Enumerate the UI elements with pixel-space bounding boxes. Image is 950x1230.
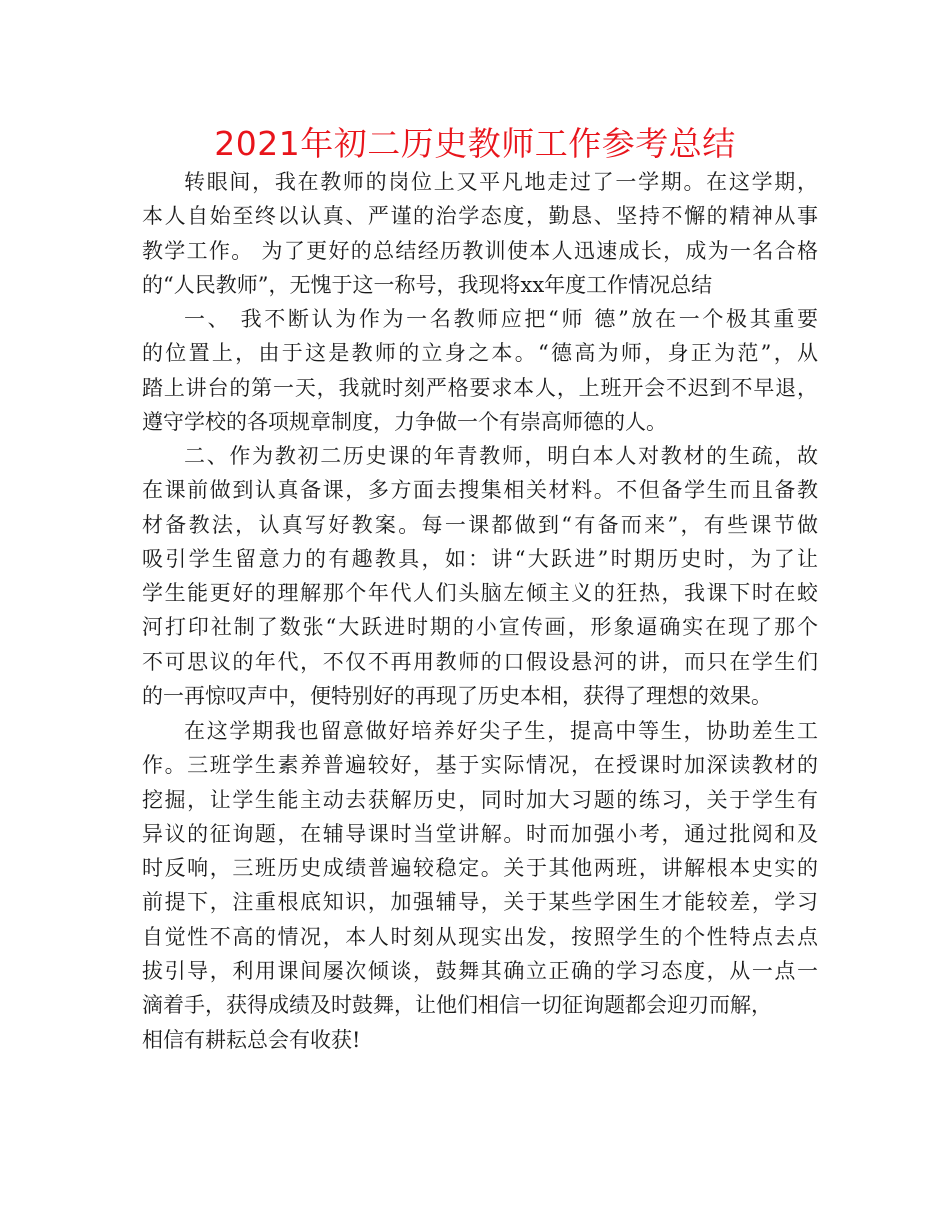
paragraph-line: 教学工作。 为了更好的总结经历教训使本人迅速成长，成为一名合格	[142, 238, 818, 263]
document-title: 2021年初二历史教师工作参考总结	[214, 124, 736, 163]
paragraph-line: 自觉性不高的情况，本人时刻从现实出发，按照学生的个性特点去点	[142, 924, 818, 949]
paragraph-line: 不可思议的年代，不仅不再用教师的口假设悬河的讲，而只在学生们	[142, 649, 818, 674]
paragraph-line: 一、 我不断认为作为一名教师应把“师 德”放在一个极其重要	[184, 307, 818, 331]
paragraph-line: 在这学期我也留意做好培养好尖子生，提高中等生，协助差生工	[184, 719, 818, 743]
paragraph-line: 滴着手，获得成绩及时鼓舞，让他们相信一切征询题都会迎刃而解，	[142, 993, 772, 1018]
paragraph-line: 转眼间，我在教师的岗位上又平凡地走过了一学期。在这学期，	[184, 170, 818, 194]
paragraph-line: 吸引学生留意力的有趣教具，如：讲“大跃进”时期历史时，为了让	[142, 546, 818, 571]
paragraph-line: 遵守学校的各项规章制度，力争做一个有崇高师德的人。	[142, 409, 667, 434]
paragraph-line: 的一再惊叹声中，便特别好的再现了历史本相，获得了理想的效果。	[142, 684, 772, 709]
paragraph-line: 在课前做到认真备课，多方面去搜集相关材料。不但备学生而且备教	[142, 478, 818, 503]
paragraph-line: 异议的征询题，在辅导课时当堂讲解。时而加强小考，通过批阅和及	[142, 821, 818, 846]
paragraph-line: 相信有耕耘总会有收获!	[142, 1027, 361, 1052]
paragraph-line: 拔引导，利用课间屡次倾谈，鼓舞其确立正确的学习态度，从一点一	[142, 959, 818, 984]
paragraph-line: 的位置上，由于这是教师的立身之本。“德高为师，身正为范”，从	[142, 341, 818, 366]
paragraph-line: 挖掘，让学生能主动去获解历史，同时加大习题的练习，关于学生有	[142, 787, 818, 812]
paragraph-line: 的“人民教师”，无愧于这一称号，我现将xx年度工作情况总结	[142, 272, 713, 297]
paragraph-line: 时反响，三班历史成绩普遍较稳定。关于其他两班，讲解根本史实的	[142, 856, 818, 881]
paragraph-line: 学生能更好的理解那个年代人们头脑左倾主义的狂热，我课下时在蛟	[142, 581, 818, 606]
paragraph-line: 踏上讲台的第一天，我就时刻严格要求本人，上班开会不迟到不早退，	[142, 375, 818, 400]
paragraph-line: 前提下，注重根底知识，加强辅导，关于某些学困生才能较差，学习	[142, 890, 818, 915]
paragraph-students	[142, 714, 818, 1057]
paragraph-line: 本人自始至终以认真、严谨的治学态度，勤恳、坚持不懈的精神从事	[142, 204, 818, 229]
paragraph-intro	[142, 165, 818, 302]
paragraph-section-one	[142, 302, 818, 439]
paragraph-line: 材备教法，认真写好教案。每一课都做到“有备而来”，有些课节做	[142, 512, 818, 537]
paragraph-line: 二、作为教初二历史课的年青教师，明白本人对教材的生疏，故	[184, 444, 818, 468]
paragraph-line: 河打印社制了数张“大跃进时期的小宣传画，形象逼确实在现了那个	[142, 615, 818, 640]
paragraph-section-two	[142, 439, 818, 713]
paragraph-line: 作。三班学生素养普遍较好，基于实际情况，在授课时加深读教材的	[142, 753, 818, 778]
